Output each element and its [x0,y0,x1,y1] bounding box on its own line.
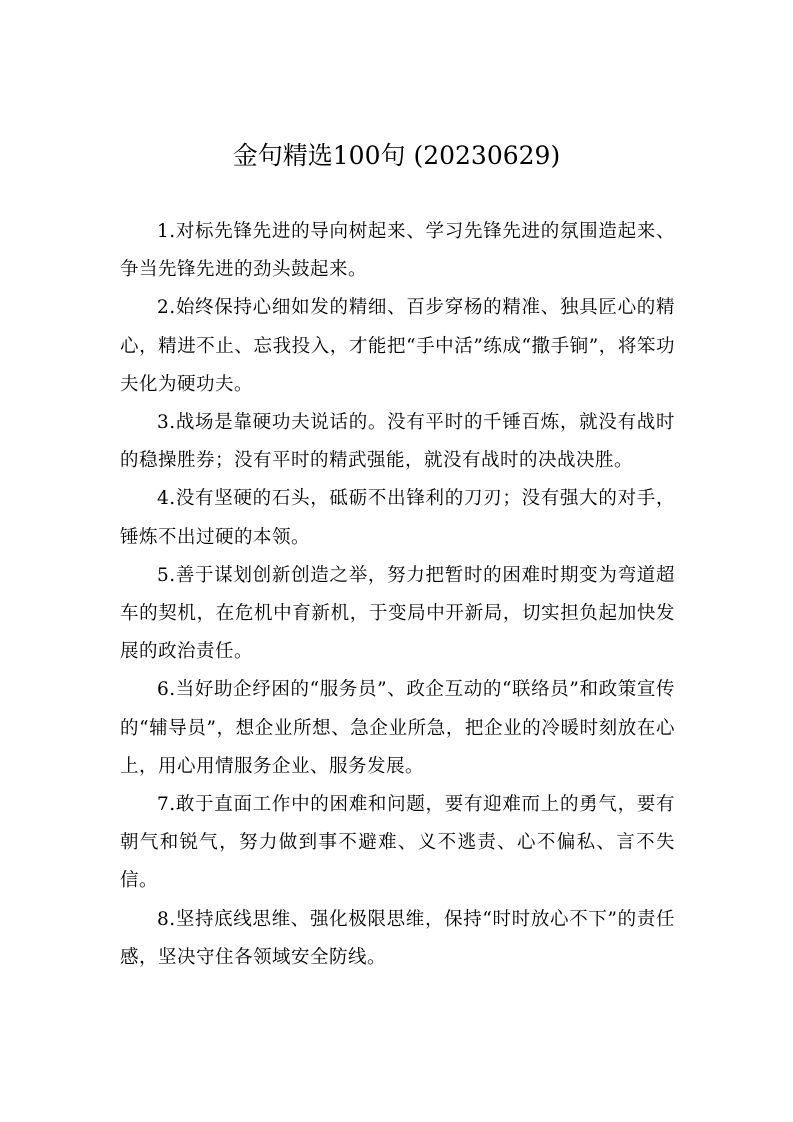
document-title: 金句精选100句 (20230629) [232,141,561,170]
paragraph-1: 1.对标先锋先进的导向树起来、学习先锋先进的氛围造起来、争当先锋先进的劲头鼓起来。 [120,221,675,281]
paragraph-2: 2.始终保持心细如发的精细、百步穿杨的精准、独具匠心的精心，精进不止、忘我投入，才能把“手中活”练成“撒手锏”，将笨功夫化为硬功夫。 [120,297,675,395]
paragraph-3: 3.战场是靠硬功夫说话的。没有平时的千锤百炼，就没有战时的稳操胜券；没有平时的精武强能，就没有战时的决战决胜。 [120,412,675,472]
paragraph-5: 5.善于谋划创新创造之举，努力把暂时的困难时期变为弯道超车的契机，在危机中育新机，于变局中开新局，切实担负起加快发展的政治责任。 [120,564,675,663]
paragraph-7: 7.敢于直面工作中的困难和问题，要有迎难而上的勇气，要有朝气和锐气，努力做到事不避难、义不逃责、心不偏私、言不失信。 [120,794,675,892]
document-body [120,213,675,977]
paragraph-4: 4.没有坚硬的石头，砥砺不出锋利的刀刃；没有强大的对手，锤炼不出过硬的本领。 [120,488,675,548]
paragraph-8: 8.坚持底线思维、强化极限思维，保持“时时放心不下”的责任感，坚决守住各领域安全防线。 [120,908,675,968]
paragraph-6: 6.当好助企纾困的“服务员”、政企互动的“联络员”和政策宣传的“辅导员”，想企业所想、急企业所急，把企业的冷暖时刻放在心上，用心用情服务企业、服务发展。 [120,679,675,777]
